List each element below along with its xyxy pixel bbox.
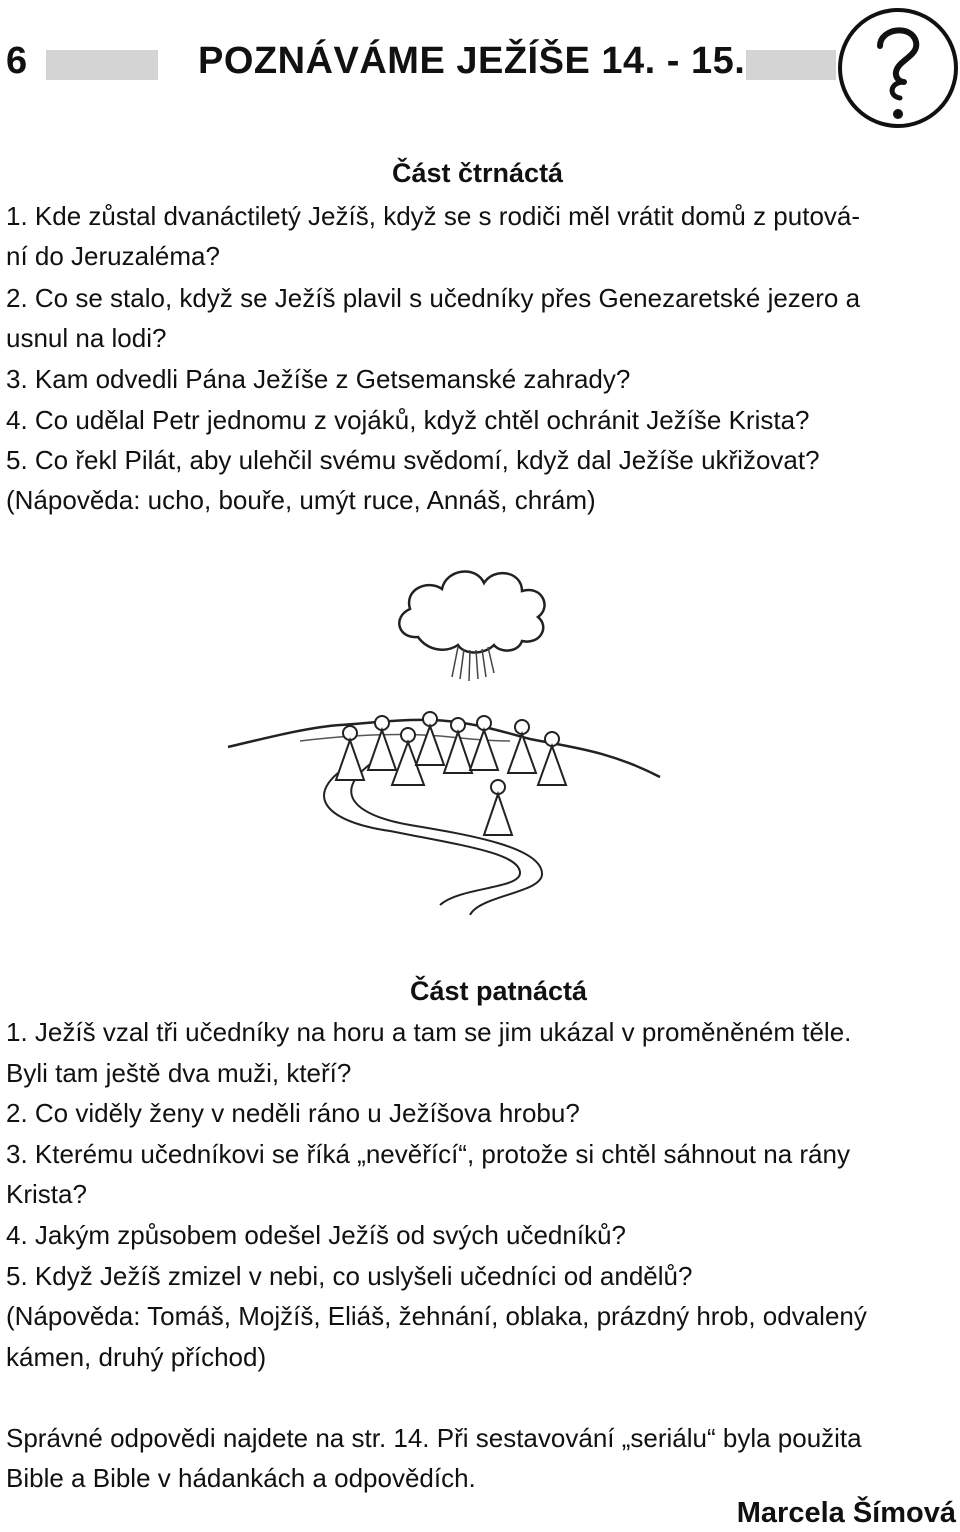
part15-line: Byli tam ještě dva muži, kteří?: [6, 1058, 352, 1088]
question-mark-circle-icon: [832, 2, 960, 132]
part14-line: ní do Jeruzaléma?: [6, 241, 220, 271]
mountain-ridge: [228, 720, 660, 777]
author-credit: Marcela Šímová: [736, 1497, 956, 1529]
part14-line: 1. Kde zůstal dvanáctiletý Ježíš, když se s rodiči měl vrátit domů z putová-: [6, 201, 861, 231]
cloud-mountain-illustration: [0, 555, 960, 915]
part14-line: 2. Co se stalo, když se Ježíš plavil s učedníky přes Genezaretské jezero a: [6, 283, 861, 313]
page-header: [0, 30, 960, 110]
part15-line: 3. Kterému učedníkovi se říká „nevěřící“, protože si chtěl sáhnout na rány: [6, 1139, 850, 1169]
footer-note: Bible a Bible v hádankách a odpovědích.: [6, 1463, 476, 1493]
header-bar-left: [46, 50, 158, 80]
part14-line: 3. Kam odvedli Pána Ježíše z Getsemanské zahrady?: [6, 364, 631, 394]
footer-note: Správné odpovědi najdete na str. 14. Při sestavování „seriálu“ byla použita: [6, 1423, 862, 1453]
part14-heading: Část čtrnáctá: [392, 158, 564, 188]
page-title: POZNÁVÁME JEŽÍŠE 14. - 15.: [198, 40, 746, 82]
cloud: [399, 572, 544, 653]
part15-heading: Část patnáctá: [410, 976, 588, 1006]
part15-line: Krista?: [6, 1179, 87, 1209]
page-number: 6: [6, 40, 28, 82]
part14-line: 4. Co udělal Petr jednomu z vojáků, když chtěl ochránit Ježíše Krista?: [6, 405, 810, 435]
part14-line: usnul na lodi?: [6, 323, 167, 353]
part15-hint: (Nápověda: Tomáš, Mojžíš, Eliáš, žehnání, oblaka, prázdný hrob, odvalený: [6, 1301, 867, 1331]
part15-hint: kámen, druhý příchod): [6, 1342, 267, 1372]
part15-line: 5. Když Ježíš zmizel v nebi, co uslyšeli učedníci od andělů?: [6, 1261, 693, 1291]
disciple-figures: [336, 712, 566, 835]
part15-line: 4. Jakým způsobem odešel Ježíš od svých učedníků?: [6, 1220, 626, 1250]
part14-hint: (Nápověda: ucho, bouře, umýt ruce, Annáš, chrám): [6, 485, 596, 515]
part14-line: 5. Co řekl Pilát, aby ulehčil svému svědomí, když dal Ježíše ukřižovat?: [6, 445, 820, 475]
header-bar-right: [746, 50, 836, 80]
part15-line: 1. Ježíš vzal tři učedníky na horu a tam se jim ukázal v proměněném těle.: [6, 1017, 852, 1047]
part15-line: 2. Co viděly ženy v neděli ráno u Ježíšova hrobu?: [6, 1098, 580, 1128]
